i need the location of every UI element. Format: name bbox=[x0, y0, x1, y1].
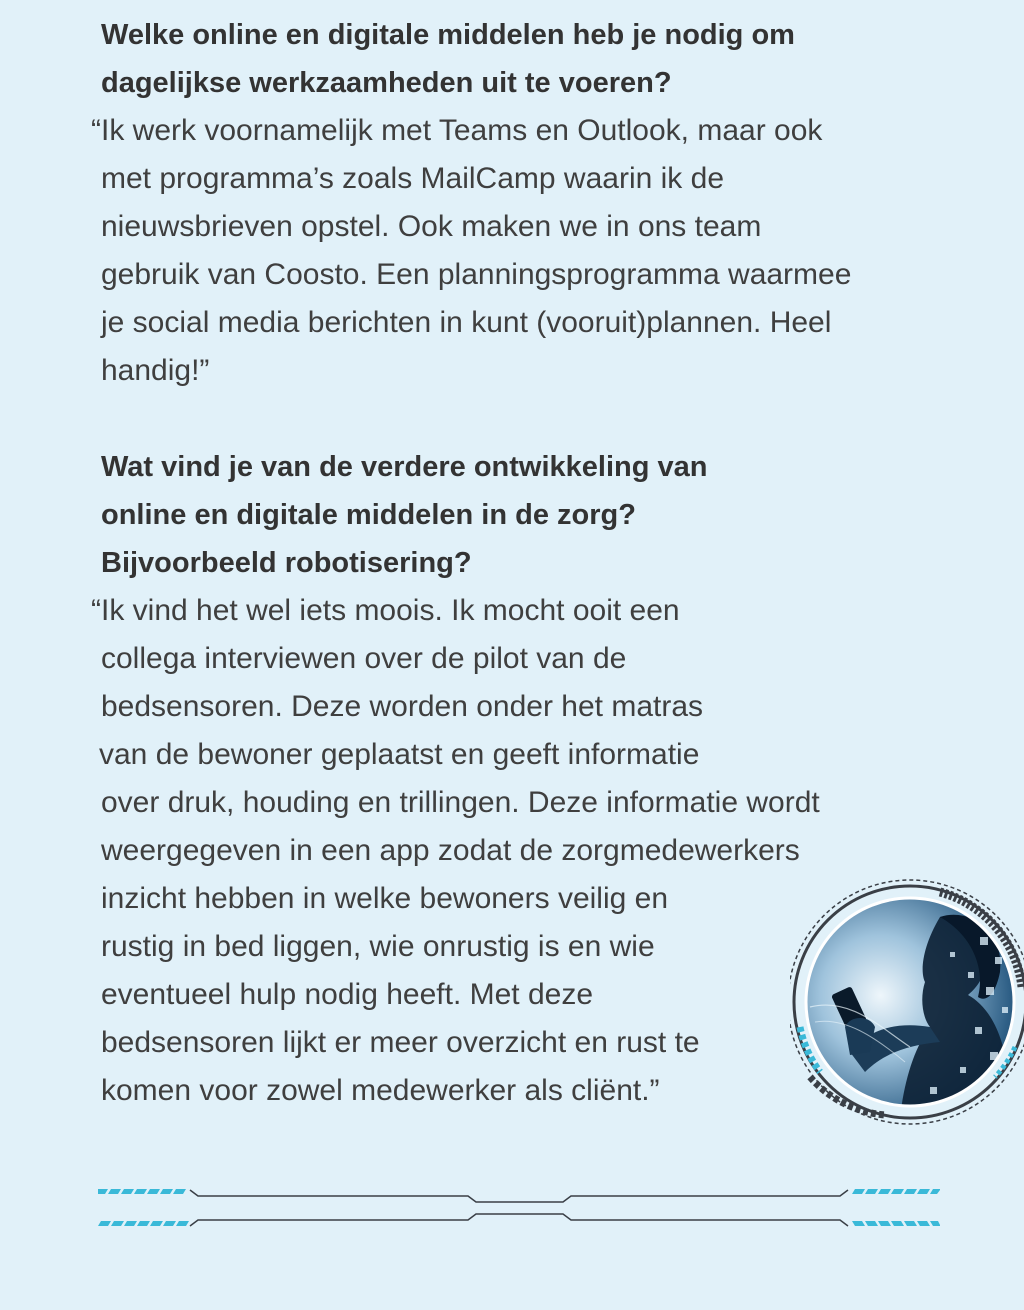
answer-1-line: je social media berichten in kunt (vooruit)plannen. Heel bbox=[101, 306, 832, 339]
question-2-line: Wat vind je van de verdere ontwikkeling van bbox=[101, 451, 708, 483]
answer-2-line: rustig in bed liggen, wie onrustig is en wie bbox=[101, 930, 655, 963]
question-2-line: online en digitale middelen in de zorg? bbox=[101, 499, 636, 531]
decorative-divider bbox=[98, 1184, 940, 1232]
answer-1-line: handig!” bbox=[101, 354, 210, 387]
answer-2-line: van de bewoner geplaatst en geeft informatie bbox=[99, 738, 700, 771]
answer-2 bbox=[91, 587, 820, 1115]
answer-2-line: bedsensoren. Deze worden onder het matras bbox=[101, 690, 704, 723]
answer-2-line: collega interviewen over de pilot van de bbox=[101, 642, 627, 675]
answer-2-line: bedsensoren lijkt er meer overzicht en rust te bbox=[101, 1026, 700, 1059]
question-2-line: Bijvoorbeeld robotisering? bbox=[101, 547, 472, 579]
question-1-line: dagelijkse werkzaamheden uit te voeren? bbox=[101, 67, 672, 99]
answer-2-line: “Ik vind het wel iets moois. Ik mocht ooit een bbox=[91, 594, 680, 627]
question-2 bbox=[101, 443, 708, 587]
answer-1-line: met programma’s zoals MailCamp waarin ik de bbox=[101, 162, 724, 195]
person-with-smartphone-photo bbox=[790, 877, 1024, 1127]
question-1 bbox=[101, 11, 795, 107]
answer-1-line: gebruik van Coosto. Een planningsprogramma waarmee bbox=[101, 258, 852, 291]
question-1-line: Welke online en digitale middelen heb je nodig om bbox=[101, 19, 795, 51]
answer-1-line: “Ik werk voornamelijk met Teams en Outlook, maar ook bbox=[91, 114, 823, 147]
answer-2-line: weergegeven in een app zodat de zorgmedewerkers bbox=[101, 834, 800, 867]
answer-2-line: eventueel hulp nodig heeft. Met deze bbox=[101, 978, 594, 1011]
answer-2-line: inzicht hebben in welke bewoners veilig en bbox=[101, 882, 669, 915]
answer-2-line: over druk, houding en trillingen. Deze informatie wordt bbox=[101, 786, 820, 819]
answer-2-line: komen voor zowel medewerker als cliënt.” bbox=[101, 1074, 660, 1107]
answer-1 bbox=[91, 107, 852, 395]
answer-1-line: nieuwsbrieven opstel. Ook maken we in ons team bbox=[101, 210, 762, 243]
